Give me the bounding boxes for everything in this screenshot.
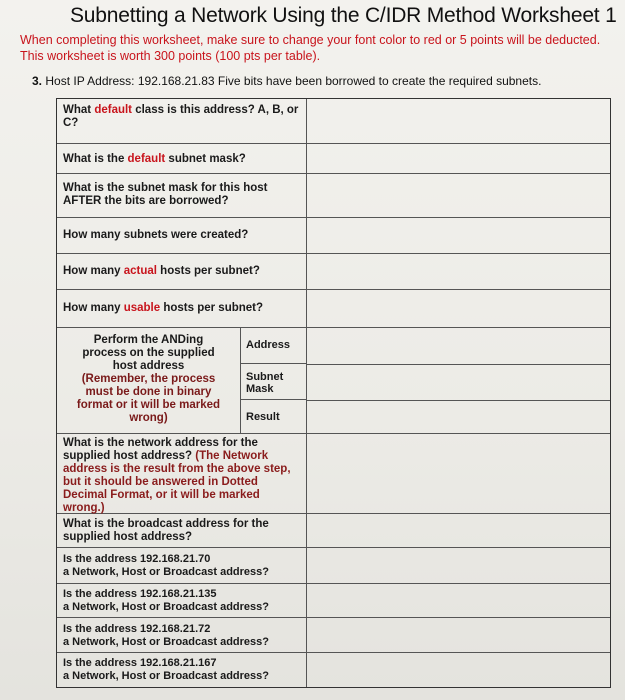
broadcast-question: What is the broadcast address for the supplied host address?: [57, 514, 307, 547]
worksheet-table: [56, 98, 611, 688]
answer-cell[interactable]: [307, 174, 610, 217]
address-question: Is the address 192.168.21.135 a Network, Host or Broadcast address?: [57, 584, 307, 617]
table-row: [57, 144, 610, 174]
row-question: How many usable hosts per subnet?: [57, 290, 307, 327]
answer-cell[interactable]: [307, 99, 610, 143]
table-row: [57, 218, 610, 254]
anding-instructions: Perform the ANDing process on the supplied host address (Remember, the process must be done in binary format or it will be marked wrong): [76, 334, 221, 424]
address-question: Is the address 192.168.21.167 a Network, Host or Broadcast address?: [57, 653, 307, 687]
instructions: When completing this worksheet, make sure to change your font color to red or 5 points will be deducted. This worksheet is worth 300 points (100 pts per table).: [20, 33, 601, 63]
table-row: [57, 548, 610, 584]
row-question: How many actual hosts per subnet?: [57, 254, 307, 289]
address-answer[interactable]: [307, 328, 610, 365]
table-row: [57, 290, 610, 328]
subnet-mask-answer[interactable]: [307, 364, 610, 401]
table-row: [57, 174, 610, 218]
table-row: [57, 514, 610, 548]
answer-cell[interactable]: [307, 218, 610, 253]
answer-cell[interactable]: [307, 653, 610, 687]
row-question: What is the default subnet mask?: [57, 144, 307, 173]
address-question: Is the address 192.168.21.70 a Network, Host or Broadcast address?: [57, 548, 307, 583]
result-label: Result: [240, 400, 307, 434]
result-answer[interactable]: [307, 400, 610, 434]
question-text: Host IP Address: 192.168.21.83 Five bits have been borrowed to create the required subnets.: [45, 74, 542, 88]
table-row: [57, 584, 610, 618]
address-label: Address: [240, 328, 307, 364]
answer-cell[interactable]: [307, 514, 610, 547]
answer-cell[interactable]: [307, 144, 610, 173]
page-title: Subnetting a Network Using the C/IDR Method Worksheet 1: [70, 4, 617, 27]
table-row: [57, 618, 610, 653]
anding-row: [57, 328, 610, 434]
table-row: [57, 99, 610, 144]
table-row: [57, 653, 610, 687]
question-line: [32, 74, 541, 88]
answer-cell[interactable]: [307, 254, 610, 289]
network-question: What is the network address for the supplied host address? (The Network address is the result from the above step, but it should be answered in Dotted Decimal Format, or it will be marked wrong.): [57, 434, 307, 513]
answer-cell[interactable]: [307, 290, 610, 327]
question-number: 3.: [32, 74, 43, 88]
subnet-mask-label: Subnet Mask: [240, 364, 307, 400]
table-row: [57, 434, 610, 514]
answer-cell[interactable]: [307, 584, 610, 617]
table-row: [57, 254, 610, 290]
answer-cell[interactable]: [307, 548, 610, 583]
row-question: How many subnets were created?: [57, 218, 307, 253]
row-question: What is the subnet mask for this host AFTER the bits are borrowed?: [57, 174, 307, 217]
row-question: What default class is this address? A, B, or C?: [57, 99, 307, 143]
answer-cell[interactable]: [307, 434, 610, 513]
address-question: Is the address 192.168.21.72 a Network, Host or Broadcast address?: [57, 618, 307, 652]
answer-cell[interactable]: [307, 618, 610, 652]
